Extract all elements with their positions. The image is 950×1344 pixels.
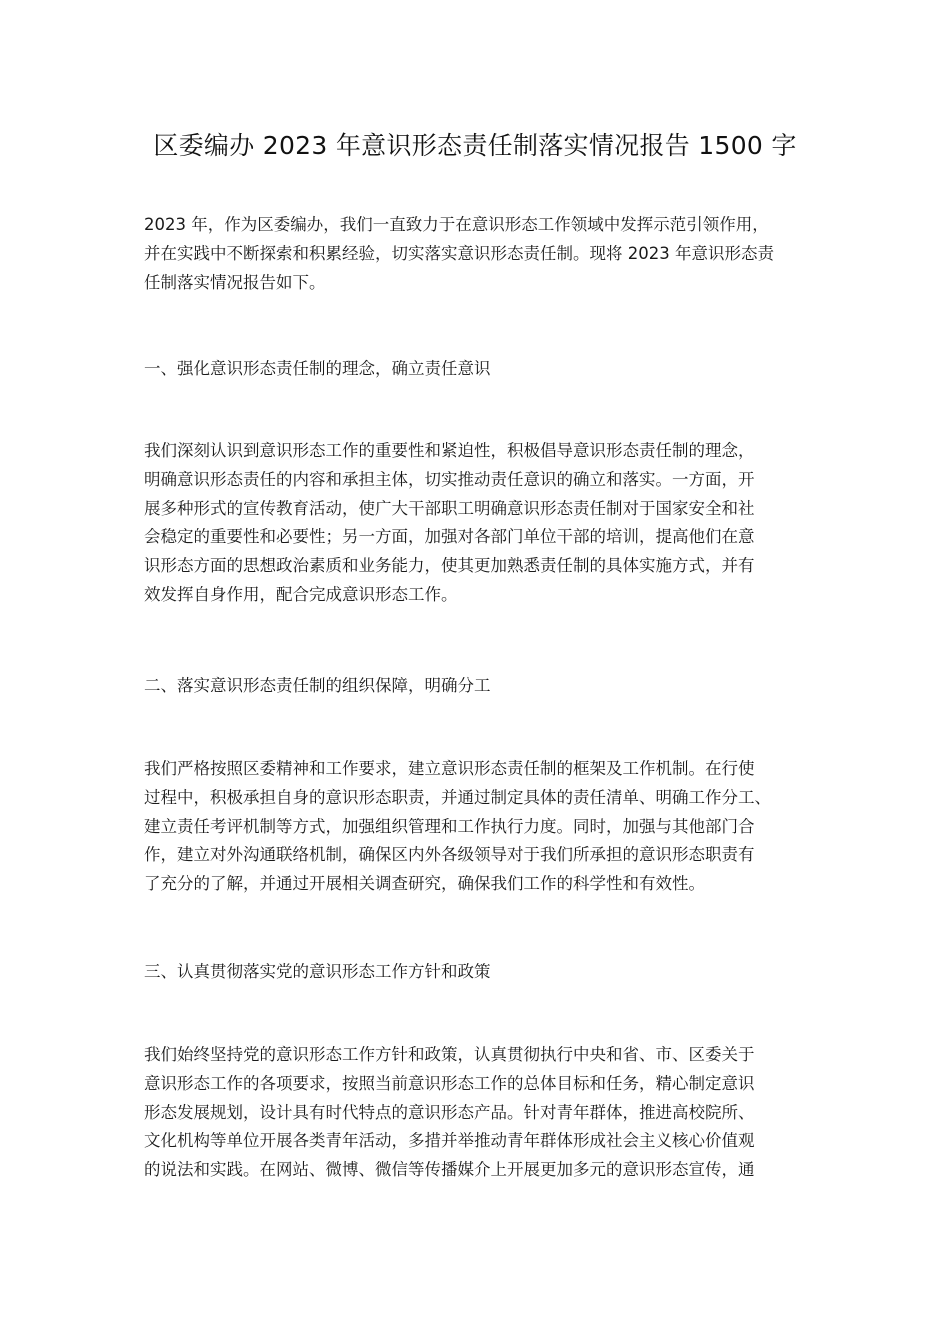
section-2-paragraph (144, 755, 804, 899)
intro-paragraph (144, 211, 804, 297)
section-3-heading: 三、认真贯彻落实党的意识形态工作方针和政策 (144, 962, 491, 981)
section-2-line: 了充分的了解，并通过开展相关调查研究，确保我们工作的科学性和有效性。 (144, 874, 705, 894)
section-2-line: 我们严格按照区委精神和工作要求，建立意识形态责任制的框架及工作机制。在行使 (144, 759, 755, 778)
section-1-line: 展多种形式的宣传教育活动，使广大干部职工明确意识形态责任制对于国家安全和社 (144, 498, 755, 518)
section-3-line: 我们始终坚持党的意识形态工作方针和政策，认真贯彻执行中央和省、市、区委关于 (144, 1045, 755, 1064)
document-title: 区委编办 2023 年意识形态责任制落实情况报告 1500 字 (153, 131, 797, 160)
section-1-line: 识形态方面的思想政治素质和业务能力，使其更加熟悉责任制的具体实施方式，并有 (144, 556, 755, 576)
section-1-line: 我们深刻认识到意识形态工作的重要性和紧迫性，积极倡导意识形态责任制的理念， (144, 441, 755, 460)
section-3-line: 文化机构等单位开展各类青年活动，多措并举推动青年群体形成社会主义核心价值观 (144, 1131, 755, 1151)
section-3-line: 意识形态工作的各项要求，按照当前意识形态工作的总体目标和任务，精心制定意识 (144, 1073, 755, 1093)
section-1-heading: 一、强化意识形态责任制的理念，确立责任意识 (144, 359, 491, 378)
section-3-line: 的说法和实践。在网站、微博、微信等传播媒介上开展更加多元的意识形态宣传，通 (144, 1160, 755, 1180)
section-2-line: 作，建立对外沟通联络机制，确保区内外各级领导对于我们所承担的意识形态职责有 (144, 845, 755, 865)
section-2-heading: 二、落实意识形态责任制的组织保障，明确分工 (144, 676, 491, 695)
section-1-line: 效发挥自身作用，配合完成意识形态工作。 (144, 584, 458, 604)
intro-line: 2023 年，作为区委编办，我们一直致力于在意识形态工作领域中发挥示范引领作用， (144, 215, 769, 234)
section-1-line: 明确意识形态责任的内容和承担主体，切实推动责任意识的确立和落实。一方面，开 (144, 469, 755, 489)
section-2-line: 建立责任考评机制等方式，加强组织管理和工作执行力度。同时，加强与其他部门合 (144, 816, 755, 836)
intro-line: 并在实践中不断探索和积累经验，切实落实意识形态责任制。现将 2023 年意识形态责 (144, 243, 774, 263)
section-3-line: 形态发展规划，设计具有时代特点的意识形态产品。针对青年群体，推进高校院所、 (144, 1102, 755, 1122)
section-3-paragraph (144, 1041, 804, 1185)
section-1-line: 会稳定的重要性和必要性；另一方面，加强对各部门单位干部的培训，提高他们在意 (144, 527, 755, 547)
section-2-line: 过程中，积极承担自身的意识形态职责，并通过制定具体的责任清单、明确工作分工、 (144, 787, 771, 807)
section-1-paragraph (144, 437, 804, 610)
intro-line: 任制落实情况报告如下。 (144, 272, 326, 292)
